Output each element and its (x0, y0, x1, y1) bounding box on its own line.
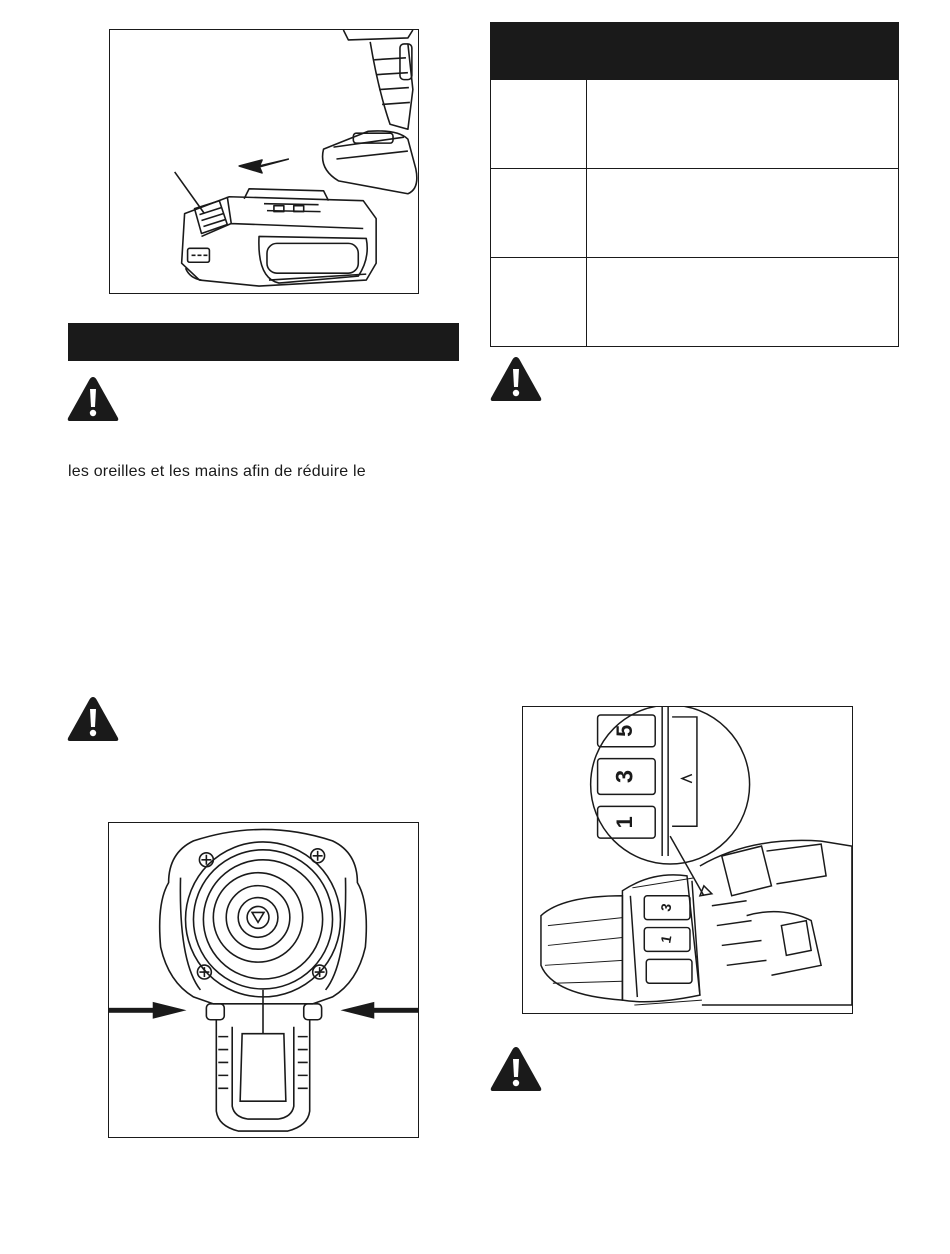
warning-triangle-icon (489, 355, 543, 403)
table-header (491, 23, 898, 80)
warning-triangle-icon (489, 1045, 543, 1093)
body-text-line: les oreilles et les mains afin de réduire le (68, 463, 366, 480)
info-table (490, 22, 899, 347)
zoom-label-1: 1 (612, 816, 638, 829)
table-row (491, 257, 898, 258)
clutch-dial-illustration (523, 707, 852, 1013)
drill-front-view-illustration (109, 823, 418, 1137)
battery-insertion-figure (109, 29, 419, 294)
warning-triangle-icon (66, 375, 120, 423)
ring-label-3: 3 (657, 902, 675, 913)
section-header-bar (68, 323, 459, 361)
zoom-label-3: 3 (611, 769, 639, 784)
table-row (491, 168, 898, 169)
table-column-divider (586, 80, 587, 346)
zoom-label-5: 5 (612, 724, 638, 737)
clutch-dial-figure (522, 706, 853, 1014)
battery-insertion-illustration (110, 30, 418, 293)
drill-front-figure (108, 822, 419, 1138)
ring-label-1: 1 (657, 934, 675, 945)
warning-triangle-icon (66, 695, 120, 743)
